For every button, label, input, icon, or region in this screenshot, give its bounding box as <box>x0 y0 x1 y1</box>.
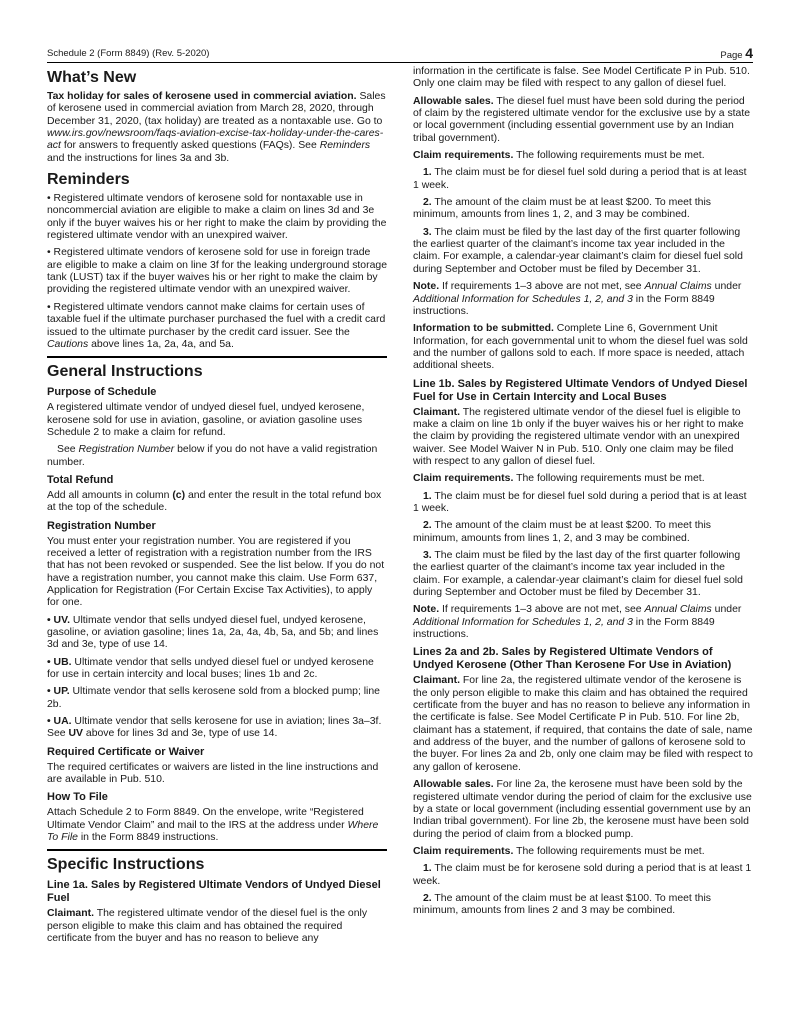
reg-type-uv: • UV. Ultimate vendor that sells undyed diesel fuel, undyed kerosene, gasoline, or aviation gasoline; lines 1a, 2a, 4a, 4b, 5a, and 5b; and lines 3d and 3e, type of use 14. <box>47 614 379 651</box>
requirement-item: 1. The claim must be for diesel fuel sold during a period that is at least 1 week. <box>413 490 747 514</box>
note-paragraph: Note. If requirements 1–3 above are not met, see Annual Claims under Additional Information for Schedules 1, 2, and 3 in the Form 8849 instructions. <box>413 281 742 317</box>
line-1a-heading: Line 1a. Sales by Registered Ultimate Vendors of Undyed Diesel Fuel <box>47 879 381 905</box>
reg-type-ua: • UA. Ultimate vendor that sells kerosene for use in aviation; lines 3a–3f. See UV above for lines 3d and 3e, type of use 14. <box>47 716 382 740</box>
section-divider <box>47 356 387 358</box>
reminders-heading: Reminders <box>47 171 130 189</box>
right-column <box>413 66 753 923</box>
info-submitted: Information to be submitted. Complete Line 6, Government Unit Information, for each governmental unit to whom the diesel fuel was sold and the number of gallons sold to each. If more space is needed, attach additional sheets. <box>413 323 748 372</box>
note-paragraph: Note. If requirements 1–3 above are not met, see Annual Claims under Additional Information for Schedules 1, 2, and 3 in the Form 8849 instructions. <box>413 604 742 641</box>
registration-paragraph: You must enter your registration number. You are registered if you received a letter of registration with a registration number from the IRS that has not been revoked or suspended. See the list below. If you do not have a registration number, you cannot make this claim. Use Form 637, Application for Registration (For Certain Excise Tax Activities), to apply for one. <box>47 535 385 609</box>
purpose-paragraph: A registered ultimate vendor of undyed diesel fuel, undyed kerosene, kerosene sold for use in aviation, gasoline, or aviation gasoline uses Schedule 2 to make a claim for refund. <box>47 402 365 438</box>
requirement-item: 2. The amount of the claim must be at least $200. To meet this minimum, amounts from lines 1, 2, and 3 may be combined. <box>413 197 711 221</box>
reminder-item: • Registered ultimate vendors cannot make claims for certain uses of taxable fuel if the ultimate purchaser purchased the fuel with a credit card issued to the ultimate purchaser by the credit card issuer. See the Cautions above lines 1a, 2a, 4a, and 5a. <box>47 301 386 350</box>
reminder-item: • Registered ultimate vendors of kerosene sold for nontaxable use in noncommercial aviation are eligible to make a claim on lines 3d and 3e only if the buyer waives his or her right to make the claim by providing the registered ultimate vendor with an unexpired waiver. <box>47 193 387 242</box>
continued-paragraph: information in the certificate is false. See Model Certificate P in Pub. 510. Only one claim may be filed with respect to any gallon of diesel fuel. <box>413 66 750 90</box>
line-1b-heading: Line 1b. Sales by Registered Ultimate Vendors of Undyed Diesel Fuel for Use in Certain Intercity and Local Buses <box>413 377 748 403</box>
form-id: Schedule 2 (Form 8849) (Rev. 5-2020) <box>47 48 210 59</box>
requirement-item: 1. The claim must be for kerosene sold during a period that is at least 1 week. <box>413 863 752 887</box>
left-column <box>47 66 387 951</box>
line-1b-claimant: Claimant. The registered ultimate vendor of the diesel fuel is eligible to make a claim on line 1b only if the buyer waives his or her right to make the claim by providing the registered ultimate vendor with an unexpired waiver. See Model Waiver N in Pub. 510. Only one claim may be filed with respect to any gallon of diesel fuel. <box>413 406 744 467</box>
requirement-item: 1. The claim must be for diesel fuel sold during a period that is at least 1 week. <box>413 167 747 191</box>
certificate-heading: Required Certificate or Waiver <box>47 745 205 758</box>
lines-2-claimant: Claimant. For line 2a, the registered ultimate vendor of the kerosene is the only person eligible to make this claim and has obtained the required certificate from the buyer and has no reason to believe any information in the certificate is false. See Model Certificate P in Pub. 510. For line 2b, claimant has a statement, if required, that contains the date of sale, name and address of the buyer, and the number of gallons of kerosene sold to the buyer. For lines 2a and 2b, only one claim may be filed with respect to any gallon of kerosene. <box>413 675 753 773</box>
registration-heading: Registration Number <box>47 519 156 532</box>
specific-instructions-heading: Specific Instructions <box>47 856 205 874</box>
line-1a-claimant: Claimant. The registered ultimate vendor of the diesel fuel is the only person eligible to make this claim and has obtained the required certificate from the buyer and has no reason to believe any <box>47 908 368 945</box>
reg-type-up: • UP. Ultimate vendor that sells kerosene sold from a blocked pump; line 2b. <box>47 686 380 710</box>
certificate-paragraph: The required certificates or waivers are listed in the line instructions and are available in Pub. 510. <box>47 761 379 786</box>
how-to-file-paragraph: Attach Schedule 2 to Form 8849. On the envelope, write “Registered Ultimate Vendor Claim” and mail to the IRS at the address under Where To File in the Form 8849 instructions. <box>47 807 379 844</box>
section-divider <box>47 849 387 851</box>
reminder-item: • Registered ultimate vendors of kerosene sold for use in foreign trade are eligible to make a claim on line 3f for the leaking underground storage tank (LUST) tax if the buyer waives his or her right to make the claim by providing the registered ultimate vendor with an unexpired waiver. <box>47 247 388 296</box>
requirement-item: 2. The amount of the claim must be at least $200. To meet this minimum, amounts from lines 1, 2, and 3 may be combined. <box>413 520 711 544</box>
lines-2a-2b-heading: Lines 2a and 2b. Sales by Registered Ultimate Vendors of Undyed Kerosene (Other Than Kerosene For Use in Aviation) <box>413 646 732 672</box>
page-header <box>47 44 753 63</box>
requirement-item: 3. The claim must be filed by the last day of the first quarter following the earliest quarter of the claimant’s income tax year included in the claim. For example, a calendar-year claimant’s claim for diesel fuel sold during September and October must be filed by December 31. <box>413 226 743 275</box>
claim-requirements: Claim requirements. The following requirements must be met. <box>413 473 705 485</box>
whats-new-paragraph: Tax holiday for sales of kerosene used in commercial aviation. Sales of kerosene used in commercial aviation from March 28, 2020, through December 31, 2020, (tax holiday) are treated as a nontaxable use. Go to www.irs.gov/newsroom/faqs-aviation-excise-tax-holiday-under-the-cares-act for answers to frequently asked questions (FAQs). See Reminders and the instructions for lines 3a and 3b. <box>47 91 386 164</box>
reg-type-ub: • UB. Ultimate vendor that sells undyed diesel fuel or undyed kerosene for use in certain intercity and local buses; lines 1b and 2c. <box>47 656 374 681</box>
faq-link[interactable]: www.irs.gov/newsroom/faqs-aviation-excise-tax-holiday-under-the-cares-act <box>47 128 384 152</box>
total-refund-paragraph: Add all amounts in column (c) and enter the result in the total refund box at the top of the schedule. <box>47 489 382 514</box>
purpose-see-paragraph: See Registration Number below if you do not have a valid registration number. <box>47 444 378 468</box>
page-number: Page 4 <box>720 45 753 61</box>
claim-requirements: Claim requirements. The following requirements must be met. <box>413 845 705 857</box>
total-refund-heading: Total Refund <box>47 473 114 486</box>
claim-requirements: Claim requirements. The following requirements must be met. <box>413 150 705 162</box>
purpose-heading: Purpose of Schedule <box>47 386 157 399</box>
requirement-item: 3. The claim must be filed by the last day of the first quarter following the earliest quarter of the claimant’s income tax year included in the claim. For example, a calendar-year claimant’s claim for diesel fuel sold during September and October must be filed by December 31. <box>413 550 743 599</box>
lines-2-allowable-sales: Allowable sales. For line 2a, the kerosene must have been sold by the registered ultimate vendor during the period of claim for the exclusive use by a state or local government (including essential government use by an Indian tribal government). For line 2b, the kerosene must have been sold during the period of claim from a blocked pump. <box>413 779 752 840</box>
general-instructions-heading: General Instructions <box>47 363 203 381</box>
whats-new-heading: What’s New <box>47 69 137 86</box>
how-to-file-heading: How To File <box>47 791 108 804</box>
allowable-sales: Allowable sales. The diesel fuel must have been sold during the period of claim by the registered ultimate vendor for the exclusive use by a state or local government (including essential government use by an Indian tribal government). <box>413 95 751 144</box>
requirement-item: 2. The amount of the claim must be at least $100. To meet this minimum, amounts from lines 2 and 3 may be combined. <box>413 892 711 917</box>
